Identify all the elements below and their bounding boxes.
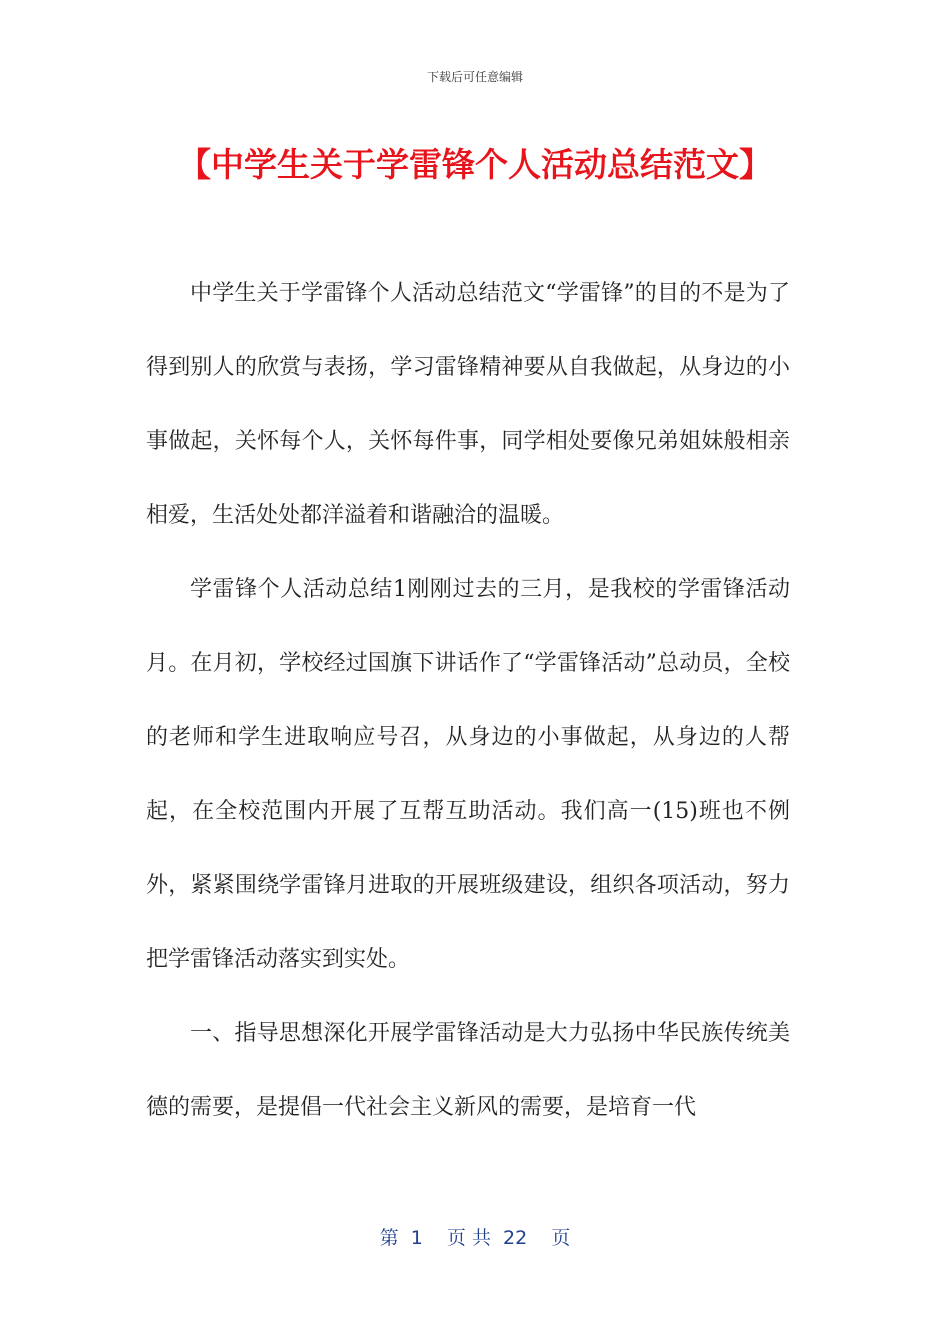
paragraph-1: 中学生关于学雷锋个人活动总结范文“学雷锋”的目的不是为了得到别人的欣赏与表扬，学习雷锋精神要从自我做起，从身边的小事做起，关怀每个人，关怀每件事，同学相处要像兄弟姐妹般相亲相爱，生活处处都洋溢着和谐融洽的温暖。	[146, 281, 790, 528]
page-number-footer: 第 1 页 共 22 页	[379, 1227, 571, 1249]
document-body	[146, 257, 790, 1145]
paragraph-2: 学雷锋个人活动总结1刚刚过去的三月，是我校的学雷锋活动月。在月初，学校经过国旗下讲话作了“学雷锋活动”总动员，全校的老师和学生进取响应号召，从身边的小事做起，从身边的人帮起，在全校范围内开展了互帮互助活动。我们高一(15)班也不例外，紧紧围绕学雷锋月进取的开展班级建设，组织各项活动，努力把学雷锋活动落实到实处。	[146, 577, 790, 972]
header-note: 下载后可任意编辑	[426, 70, 523, 84]
document-title: 【中学生关于学雷锋个人活动总结范文】	[178, 145, 772, 184]
paragraph-3: 一、指导思想深化开展学雷锋活动是大力弘扬中华民族传统美德的需要，是提倡一代社会主义新风的需要，是培育一代	[146, 1021, 790, 1120]
